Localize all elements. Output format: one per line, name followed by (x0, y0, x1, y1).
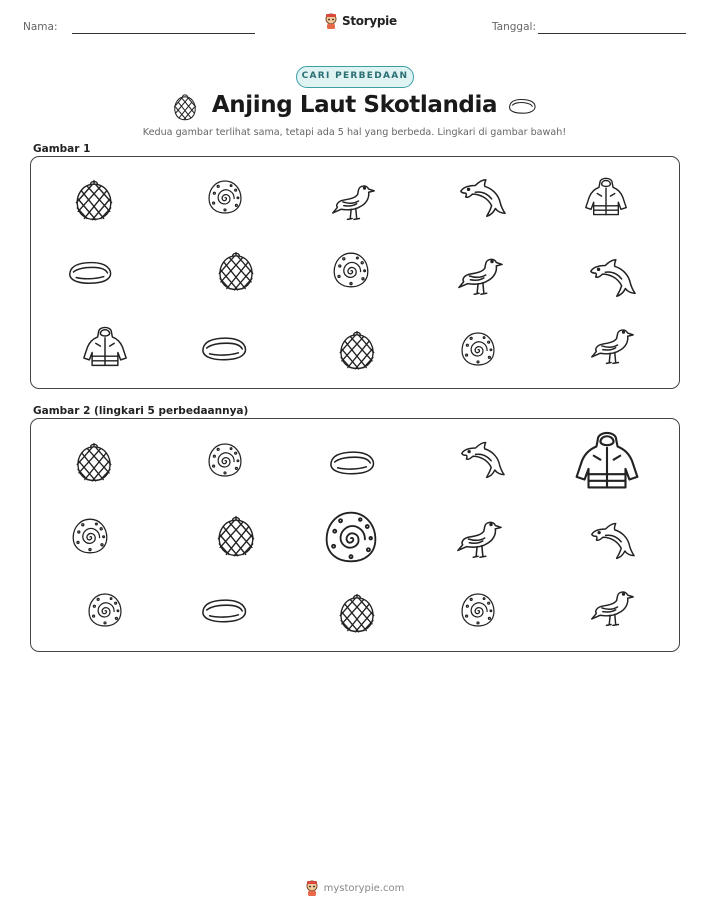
rock-icon (200, 324, 248, 372)
dolphin-icon (458, 173, 506, 221)
shell-cookie-icon[interactable] (70, 516, 110, 556)
date-label: Tanggal: (492, 21, 536, 33)
raincoat-icon (82, 324, 128, 370)
shell-cookie-icon[interactable] (86, 591, 124, 629)
brand-name: Storypie (342, 14, 397, 28)
seagull-icon (589, 322, 635, 368)
pineapple-bun-icon (215, 250, 257, 292)
shell-cookie-icon (331, 250, 371, 290)
brand-logo (324, 13, 397, 29)
pineapple-bun-icon[interactable] (214, 514, 258, 558)
rock-icon[interactable] (200, 586, 248, 634)
section1-label: Gambar 1 (33, 143, 91, 155)
dolphin-icon[interactable] (589, 517, 635, 563)
shell-cookie-icon (459, 591, 497, 629)
rock-icon (200, 324, 248, 372)
seagull-icon[interactable] (455, 514, 503, 562)
shell-cookie-icon (206, 178, 244, 216)
seagull-icon (330, 178, 376, 224)
page-title: Anjing Laut Skotlandia (211, 92, 498, 118)
rock-title-icon (507, 95, 537, 117)
dolphin-icon (588, 253, 636, 301)
footer-site[interactable]: mystorypie.com (323, 882, 405, 894)
raincoat-icon (584, 175, 628, 219)
raincoat-icon[interactable] (574, 428, 640, 494)
activity-badge: CARI PERBEDAAN (296, 66, 414, 88)
instructions: Kedua gambar terlihat sama, tetapi ada 5 hal yang berbeda. Lingkari di gambar bawah! (142, 127, 567, 138)
dolphin-icon (458, 173, 506, 221)
pineapple-bun-icon (336, 329, 378, 371)
raincoat-icon (584, 175, 628, 219)
shell-cookie-icon[interactable] (206, 441, 244, 479)
raincoat-icon (574, 428, 640, 494)
mascot-icon (305, 880, 319, 896)
picture-2-panel[interactable] (30, 418, 680, 652)
dolphin-icon (589, 517, 635, 563)
rock-icon (67, 249, 113, 295)
name-line[interactable] (72, 33, 255, 34)
shell-cookie-icon (86, 591, 124, 629)
dolphin-icon[interactable] (459, 436, 505, 482)
mascot-icon (324, 13, 338, 29)
footer (0, 880, 709, 896)
pineapple-bun-icon (72, 178, 116, 222)
shell-cookie-icon (322, 508, 380, 566)
raincoat-icon (82, 324, 128, 370)
pineapple-bun-icon (73, 441, 115, 483)
rock-icon (67, 249, 113, 295)
pineapple-bun-icon (336, 592, 378, 634)
pineapple-bun-icon[interactable] (336, 592, 378, 634)
section2-label: Gambar 2 (lingkari 5 perbedaannya) (33, 405, 249, 417)
seagull-icon (589, 322, 635, 368)
seagull-icon (330, 178, 376, 224)
date-line[interactable] (538, 33, 686, 34)
pineapple-bun-icon (336, 329, 378, 371)
seagull-icon (456, 251, 504, 299)
shell-cookie-icon (206, 178, 244, 216)
pineapple-bun-icon (72, 178, 116, 222)
shell-cookie-icon (70, 516, 110, 556)
pineapple-bun-icon[interactable] (73, 441, 115, 483)
shell-cookie-icon (331, 250, 371, 290)
shell-cookie-icon (459, 330, 497, 368)
rock-icon[interactable] (328, 438, 376, 486)
seagull-icon[interactable] (589, 584, 635, 630)
shell-cookie-icon[interactable] (459, 591, 497, 629)
shell-cookie-icon (459, 330, 497, 368)
rock-icon (200, 586, 248, 634)
seagull-icon (456, 251, 504, 299)
pineapple-bun-icon (214, 514, 258, 558)
pineapple-bun-icon (215, 250, 257, 292)
picture-1-panel (30, 156, 680, 389)
rock-icon (328, 438, 376, 486)
dolphin-icon (588, 253, 636, 301)
seagull-icon (455, 514, 503, 562)
shell-cookie-icon[interactable] (322, 508, 380, 566)
seagull-icon (589, 584, 635, 630)
dolphin-icon (459, 436, 505, 482)
shell-cookie-icon (206, 441, 244, 479)
name-label: Nama: (23, 21, 58, 33)
